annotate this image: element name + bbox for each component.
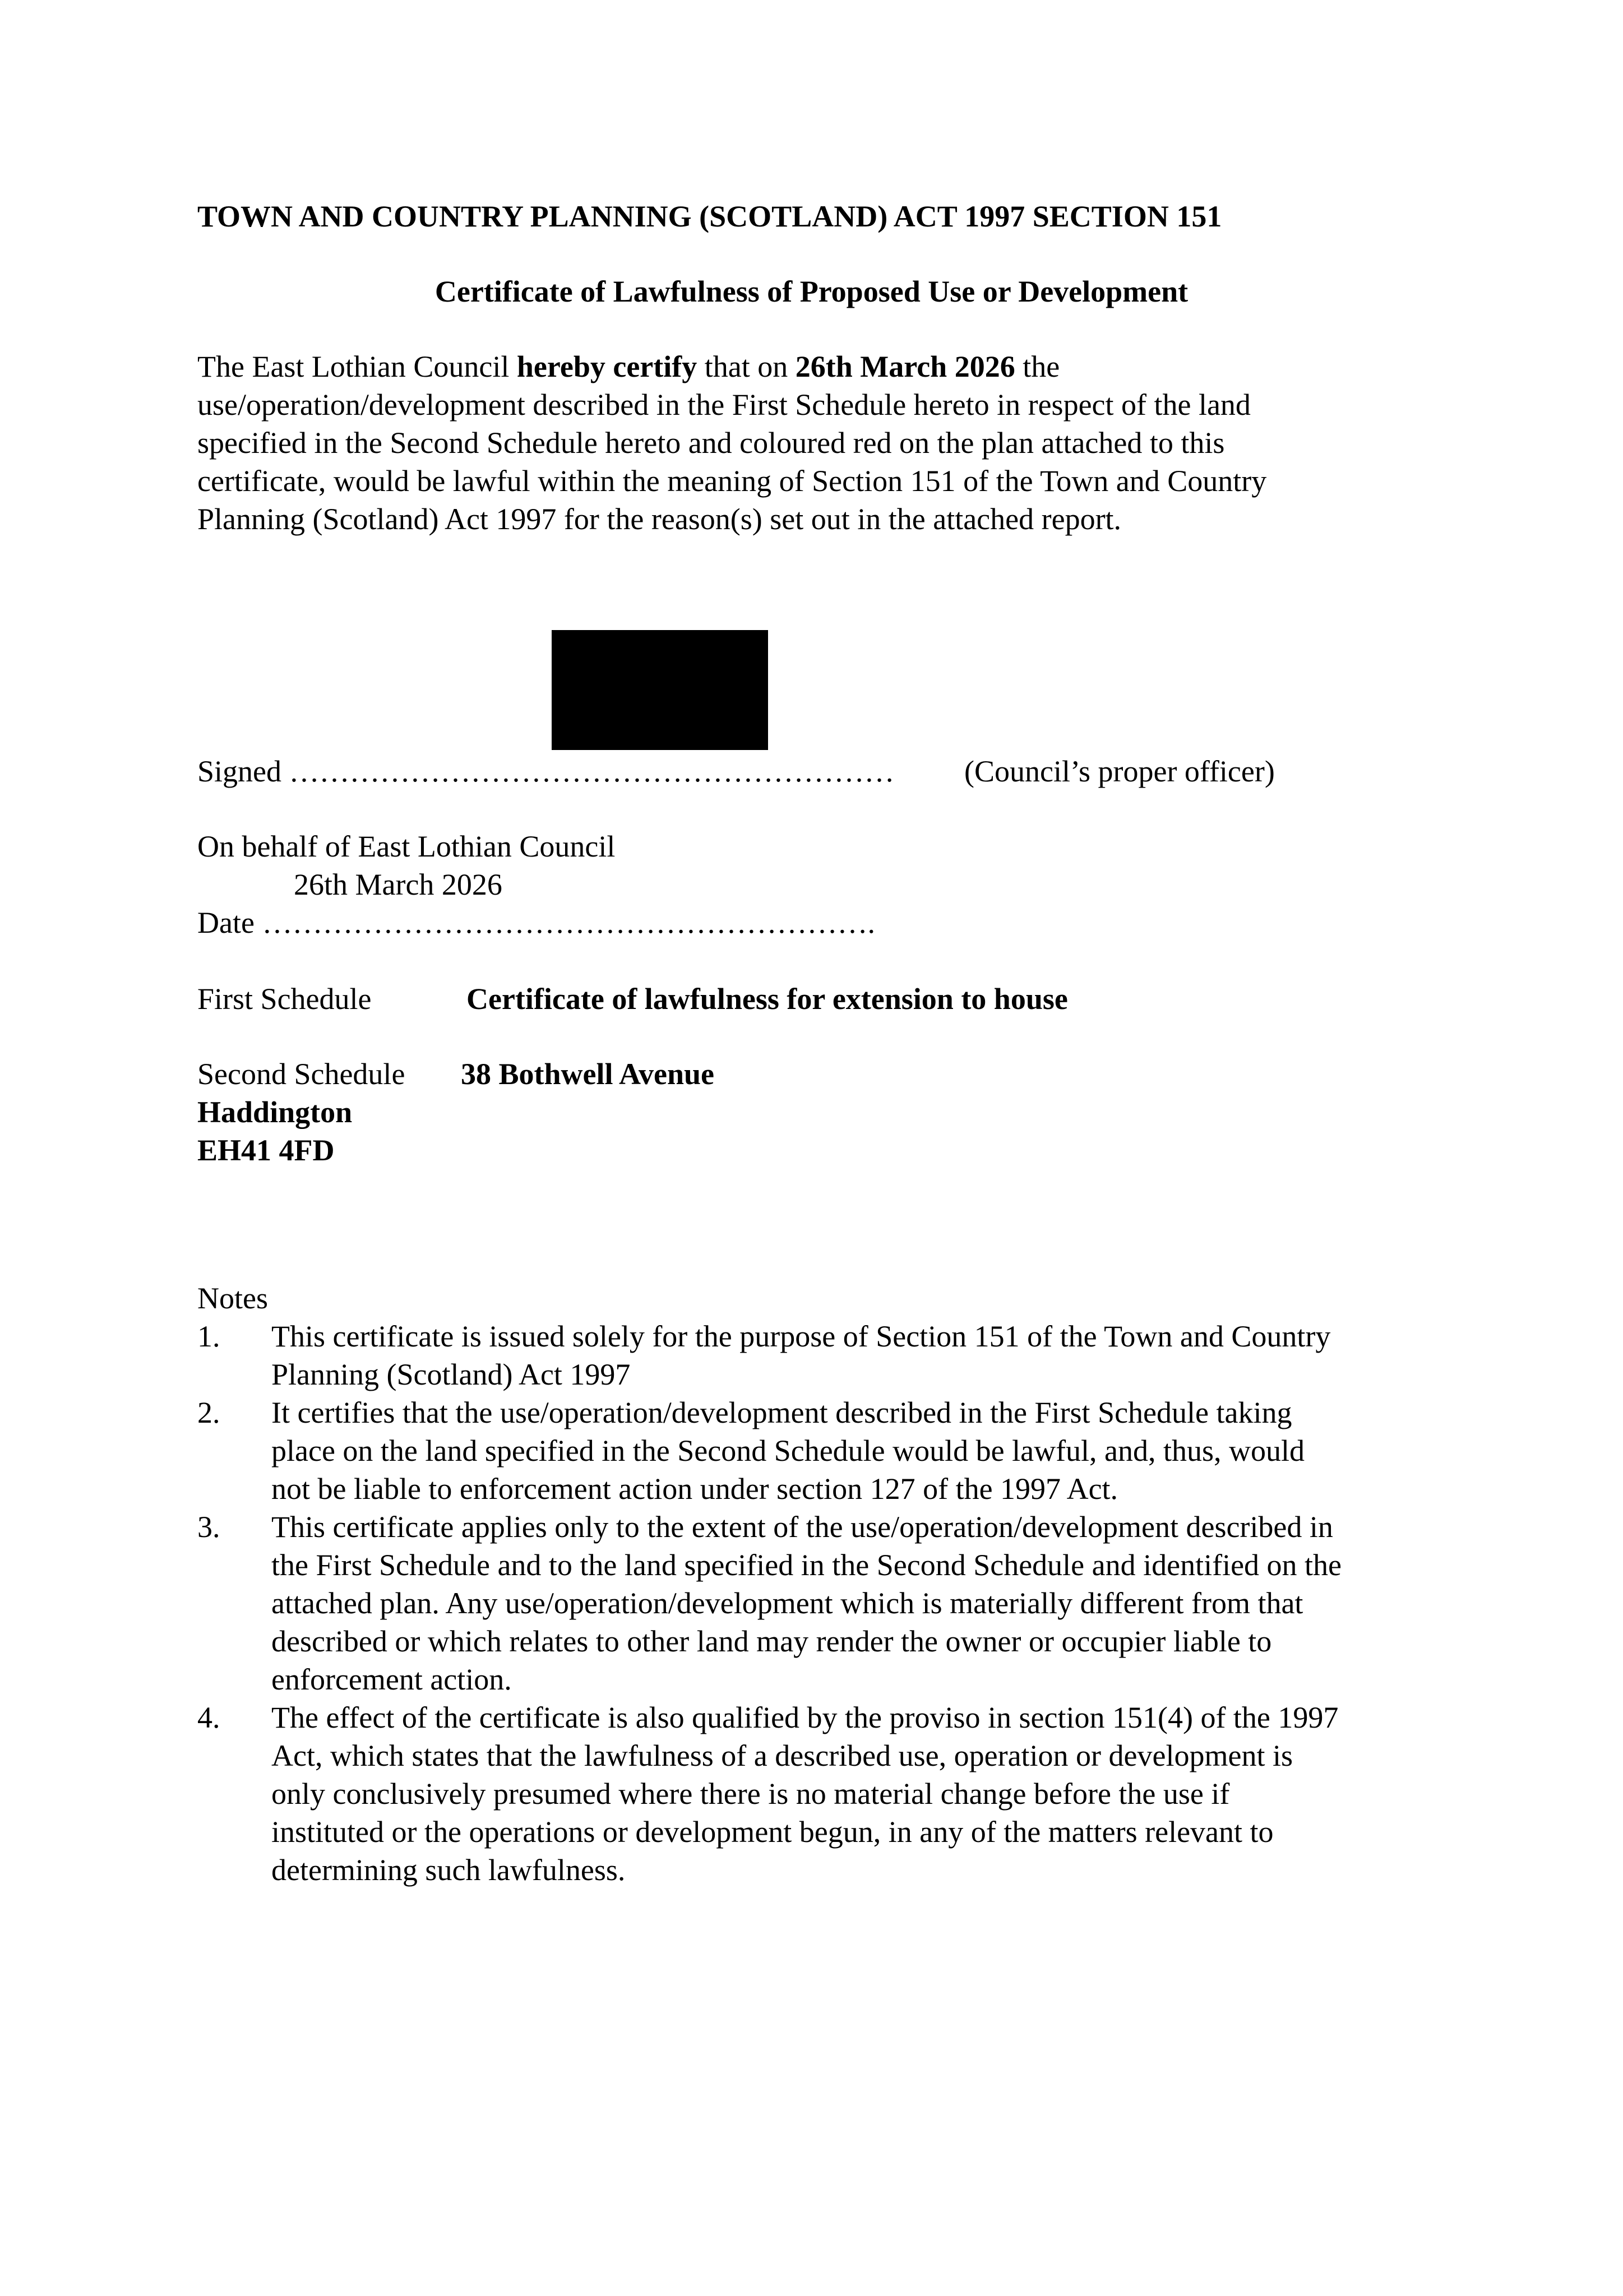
note-body <box>271 1394 1487 1508</box>
note-number: 4. <box>197 1701 220 1734</box>
second-schedule-address-line-1: 38 Bothwell Avenue <box>461 1057 715 1091</box>
signature-dots: …………………………………………………… <box>289 754 895 788</box>
note-number: 3. <box>197 1510 220 1544</box>
certification-line-2: use/operation/development described in the First Schedule hereto in respect of the land <box>197 388 1251 422</box>
first-schedule-value: Certificate of lawfulness for extension to house <box>466 982 1068 1016</box>
notes-title: Notes <box>197 1281 268 1315</box>
note-line: the First Schedule and to the land specified in the Second Schedule and identified on the <box>271 1548 1342 1582</box>
signed-label: Signed <box>197 754 282 788</box>
second-schedule-address-line-3: EH41 4FD <box>197 1133 335 1167</box>
notes-list <box>197 1317 1487 1889</box>
certification-text: that on <box>697 350 796 383</box>
certification-line-5: Planning (Scotland) Act 1997 for the reason(s) set out in the attached report. <box>197 502 1122 536</box>
note-line: The effect of the certificate is also qualified by the proviso in section 151(4) of the 1997 <box>271 1701 1339 1734</box>
note-body <box>271 1317 1487 1394</box>
second-schedule-address-line-2: Haddington <box>197 1095 353 1129</box>
officer-role: (Council’s proper officer) <box>964 754 1275 788</box>
signature-line <box>197 752 895 790</box>
note-item <box>197 1317 1487 1394</box>
note-line: only conclusively presumed where there is no material change before the use if <box>271 1777 1230 1811</box>
document-subheading: Certificate of Lawfulness of Proposed Use or Development <box>434 275 1189 308</box>
note-line: enforcement action. <box>271 1663 512 1696</box>
first-schedule-label: First Schedule <box>197 982 372 1016</box>
redacted-signature <box>552 630 768 750</box>
note-line: This certificate is issued solely for the purpose of Section 151 of the Town and Country <box>271 1320 1331 1353</box>
document-heading: TOWN AND COUNTRY PLANNING (SCOTLAND) ACT 1997 SECTION 151 <box>197 200 1222 233</box>
note-item <box>197 1508 1487 1698</box>
note-number: 1. <box>197 1320 220 1353</box>
note-number: 2. <box>197 1396 220 1429</box>
certification-line-3: specified in the Second Schedule hereto and coloured red on the plan attached to this <box>197 426 1225 460</box>
note-body <box>271 1698 1487 1889</box>
certification-date: 26th March 2026 <box>795 350 1015 383</box>
certification-text: The East Lothian Council <box>197 350 517 383</box>
note-line: instituted or the operations or development begun, in any of the matters relevant to <box>271 1815 1274 1849</box>
note-line: determining such lawfulness. <box>271 1853 626 1887</box>
signature-date-value: 26th March 2026 <box>294 868 502 901</box>
note-item <box>197 1394 1487 1508</box>
certification-paragraph <box>197 348 1431 538</box>
note-item <box>197 1698 1487 1889</box>
note-body <box>271 1508 1487 1698</box>
note-line: Act, which states that the lawfulness of a described use, operation or development is <box>271 1739 1293 1772</box>
note-line: place on the land specified in the Second Schedule would be lawful, and, thus, would <box>271 1434 1305 1468</box>
date-line <box>197 904 875 942</box>
date-label: Date <box>197 906 255 939</box>
note-line: not be liable to enforcement action under section 127 of the 1997 Act. <box>271 1472 1118 1506</box>
note-line: attached plan. Any use/operation/development which is materially different from that <box>271 1586 1303 1620</box>
note-line: described or which relates to other land may render the owner or occupier liable to <box>271 1624 1272 1658</box>
certification-text: the <box>1015 350 1060 383</box>
date-dots: ……………………………………………………. <box>262 906 875 939</box>
second-schedule-label: Second Schedule <box>197 1057 405 1091</box>
note-line: It certifies that the use/operation/development described in the First Schedule taking <box>271 1396 1292 1429</box>
note-line: This certificate applies only to the extent of the use/operation/development described in <box>271 1510 1333 1544</box>
certification-emphasis: hereby certify <box>516 350 697 383</box>
note-line: Planning (Scotland) Act 1997 <box>271 1358 631 1391</box>
certification-line-4: certificate, would be lawful within the meaning of Section 151 of the Town and Country <box>197 464 1267 498</box>
certification-line-1 <box>197 348 1431 386</box>
on-behalf-text: On behalf of East Lothian Council <box>197 830 616 863</box>
